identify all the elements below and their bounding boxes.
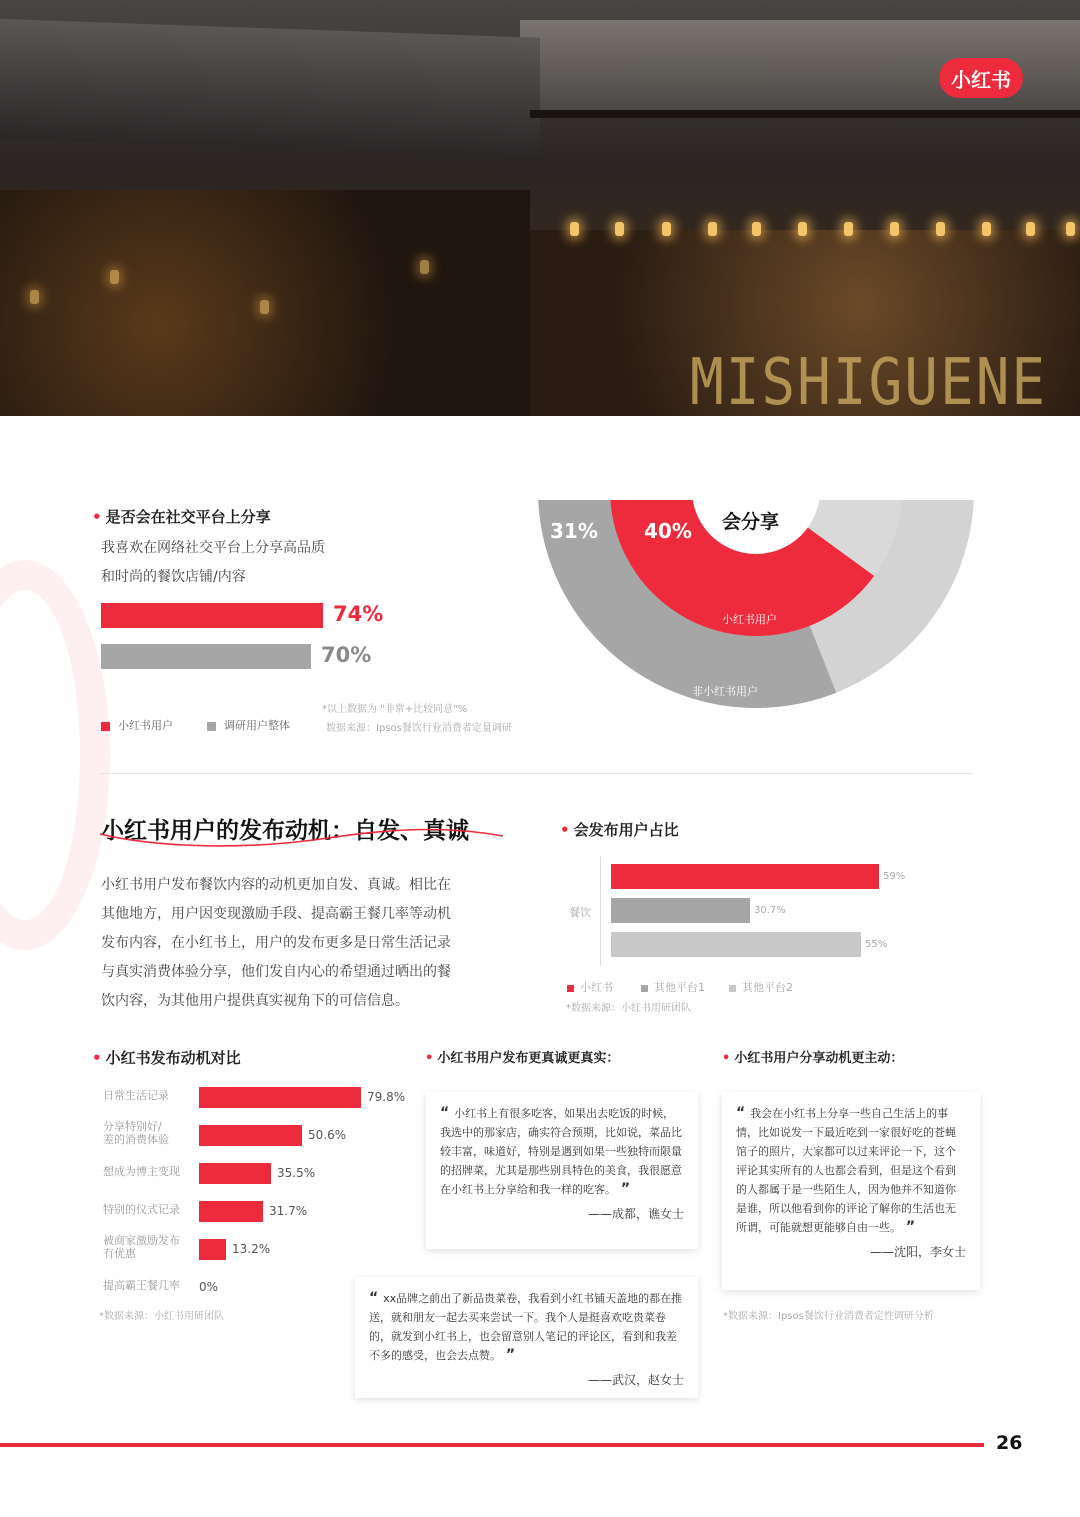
quote-text: “ 我会在小红书上分享一些自己生活上的事情，比如说发一下最近吃到一家很好吃的苍蝇馆子的照片，大家都可以过来评论一下，这个评论其实所有的人也都会看到，但是这个看到的人都属于是一些陌生人，因为他并不知道你是谁，所以他看到你的评论了解你的生活也无所谓，可能就想更能够自由一些。 ” bbox=[736, 1105, 956, 1235]
light-bulb bbox=[798, 222, 807, 236]
section-divider bbox=[100, 773, 972, 774]
motive-body-line: 小红书用户发布餐饮内容的动机更加自发、真诚。相比在 bbox=[101, 877, 451, 893]
motive-label-line: 差的消费体验 bbox=[103, 1133, 169, 1146]
donut-outer-label: 非小红书用户 bbox=[692, 685, 758, 698]
motive-body-line: 饮内容，为其他用户提供真实视角下的可信信息。 bbox=[101, 993, 409, 1009]
motive-body bbox=[101, 871, 521, 1016]
light-bulb bbox=[615, 222, 624, 236]
beam bbox=[530, 110, 1080, 118]
publish-bar bbox=[611, 898, 750, 923]
light-bulb bbox=[890, 222, 899, 236]
light-bulb bbox=[420, 260, 429, 274]
motive-label-line: 想成为博主变现 bbox=[103, 1165, 180, 1178]
donut-inner-label: 小红书用户 bbox=[722, 613, 777, 626]
motive-bar bbox=[199, 1125, 302, 1146]
motive-heading: 小红书用户的发布动机：自发、真诚 bbox=[101, 818, 469, 844]
motive-label bbox=[103, 1120, 169, 1146]
legend-swatch bbox=[101, 722, 110, 731]
motive-label-line: 有优惠 bbox=[103, 1247, 136, 1260]
motive-label-line: 分享特别好/ bbox=[103, 1120, 162, 1133]
motive-bar bbox=[199, 1163, 271, 1184]
publish-legend-2: 其他平台1 bbox=[641, 979, 705, 995]
quote-card-shenyang bbox=[722, 1092, 980, 1290]
motive-label bbox=[103, 1089, 169, 1102]
motive-label-line: 特别的仪式记录 bbox=[103, 1203, 180, 1216]
light-bulb bbox=[936, 222, 945, 236]
light-bulb bbox=[662, 222, 671, 236]
share-bar-value: 74% bbox=[333, 602, 384, 626]
legend-swatch bbox=[567, 985, 574, 992]
light-bulb bbox=[844, 222, 853, 236]
quotes-source: *数据来源：Ipsos餐饮行业消费者定性调研分析 bbox=[723, 1311, 934, 1322]
motive-bar-value: 50.6% bbox=[308, 1128, 347, 1142]
share-legend-xhs: 小红书用户 bbox=[101, 717, 173, 733]
motive-label bbox=[103, 1279, 180, 1292]
page-number: 26 bbox=[996, 1432, 1023, 1454]
motive-bar-value: 35.5% bbox=[277, 1166, 316, 1180]
light-bulb bbox=[1026, 222, 1035, 236]
light-bulb bbox=[30, 290, 39, 304]
quote-card-wuhan bbox=[355, 1277, 698, 1398]
motive-label-line: 日常生活记录 bbox=[103, 1089, 169, 1102]
restaurant-sign: MISHIGUENE bbox=[690, 345, 1048, 416]
active-title: • 小红书用户分享动机更主动： bbox=[722, 1051, 904, 1066]
share-statement-2: 和时尚的餐饮店铺/内容 bbox=[101, 569, 246, 585]
decorative-arc bbox=[0, 560, 110, 950]
share-donut-chart bbox=[536, 500, 976, 740]
hero-photo bbox=[0, 0, 1080, 416]
donut-inner-percent: 40% bbox=[644, 519, 692, 543]
publish-legend-1: 小红书 bbox=[567, 979, 613, 995]
motive-bar bbox=[199, 1087, 361, 1108]
legend-swatch bbox=[641, 985, 648, 992]
quote-author: ——沈阳，李女士 bbox=[869, 1245, 966, 1259]
light-bulb bbox=[1066, 222, 1075, 236]
share-bar-value: 70% bbox=[321, 643, 372, 667]
publish-source: *数据来源：小红书用研团队 bbox=[566, 1003, 691, 1014]
open-quote-icon: “ bbox=[369, 1290, 384, 1306]
share-note: *以上数据为 "非常+比较同意"% bbox=[322, 704, 468, 715]
donut-title: 会分享 bbox=[722, 511, 780, 533]
share-title: • 是否会在社交平台上分享 bbox=[92, 508, 271, 526]
light-bulb bbox=[260, 300, 269, 314]
publish-bar-value: 30.7% bbox=[754, 905, 786, 916]
donut-outer-percent: 31% bbox=[550, 519, 598, 543]
light-bulb bbox=[752, 222, 761, 236]
footer-rule bbox=[0, 1443, 984, 1447]
motive-bar-value: 31.7% bbox=[269, 1204, 308, 1218]
motives-title: • 小红书发布动机对比 bbox=[92, 1049, 241, 1067]
heading-underline-swash bbox=[98, 826, 508, 852]
motive-body-line: 与真实消费体验分享，他们发自内心的希望通过晒出的餐 bbox=[101, 964, 451, 980]
motive-bar bbox=[199, 1239, 226, 1260]
publish-bar-value: 59% bbox=[883, 871, 906, 882]
motive-bar-value: 13.2% bbox=[232, 1242, 271, 1256]
publish-title: • 会发布用户占比 bbox=[560, 821, 679, 839]
motive-body-line: 发布内容，在小红书上，用户的发布更多是日常生活记录 bbox=[101, 935, 451, 951]
open-quote-icon: “ bbox=[440, 1105, 455, 1121]
quote-card-chengdu bbox=[426, 1092, 698, 1249]
publish-bar-value: 55% bbox=[865, 939, 888, 950]
motive-label-line: 被商家激励发布 bbox=[103, 1234, 180, 1247]
quote-text: “ 小红书上有很多吃客，如果出去吃饭的时候，我选中的那家店，确实符合预期，比如说，菜品比较丰富，味道好，特别是遇到如果一些独特而限量的招牌菜，尤其是那些别具特色的美食，我很愿意在小红书上分享给和我一样的吃客。 ” bbox=[440, 1105, 682, 1197]
open-quote-icon: “ bbox=[736, 1105, 751, 1121]
awning-left bbox=[0, 18, 540, 158]
close-quote-icon: ” bbox=[501, 1347, 516, 1363]
motive-bar-value: 79.8% bbox=[367, 1090, 406, 1104]
share-statement-1: 我喜欢在网络社交平台上分享高品质 bbox=[101, 540, 325, 556]
publish-axis bbox=[600, 856, 601, 966]
legend-swatch bbox=[729, 985, 736, 992]
quote-author: ——武汉，赵女士 bbox=[587, 1373, 684, 1387]
light-bulb bbox=[982, 222, 991, 236]
motive-label bbox=[103, 1203, 180, 1216]
light-bulb bbox=[708, 222, 717, 236]
publish-bar bbox=[611, 932, 861, 957]
motive-bar bbox=[199, 1201, 263, 1222]
share-bar bbox=[101, 603, 323, 628]
light-bulb bbox=[110, 270, 119, 284]
motives-source: *数据来源：小红书用研团队 bbox=[99, 1311, 224, 1322]
share-legend-all: 调研用户整体 bbox=[207, 717, 290, 733]
publish-bar bbox=[611, 864, 879, 889]
motive-label bbox=[103, 1165, 180, 1178]
share-bar bbox=[101, 644, 311, 669]
motive-bar-value: 0% bbox=[199, 1280, 219, 1294]
motive-label-line: 提高霸王餐几率 bbox=[103, 1279, 180, 1292]
xiaohongshu-logo: 小红书 bbox=[939, 58, 1023, 98]
publish-legend-3: 其他平台2 bbox=[729, 979, 793, 995]
quote-author: ——成都，谯女士 bbox=[587, 1207, 684, 1221]
real-title: • 小红书用户发布更真诚更真实： bbox=[425, 1051, 620, 1066]
legend-swatch bbox=[207, 722, 216, 731]
share-source: 数据来源：Ipsos餐饮行业消费者定量调研 bbox=[326, 723, 512, 734]
motive-label bbox=[103, 1234, 180, 1260]
light-bulb bbox=[570, 222, 579, 236]
quote-text: “ xx品牌之前出了新品贵菜卷，我看到小红书铺天盖地的都在推送，就和朋友一起去买来尝试一下。我个人是挺喜欢吃贵菜卷的，就发到小红书上，也会留意别人笔记的评论区，看到和我差不多的感受，也会去点赞。 ” bbox=[369, 1290, 683, 1363]
motive-body-line: 其他地方，用户因变现激励手段、提高霸王餐几率等动机 bbox=[101, 906, 451, 922]
publish-category-label: 餐饮 bbox=[569, 906, 591, 919]
close-quote-icon: ” bbox=[616, 1181, 631, 1197]
close-quote-icon: ” bbox=[901, 1219, 916, 1235]
